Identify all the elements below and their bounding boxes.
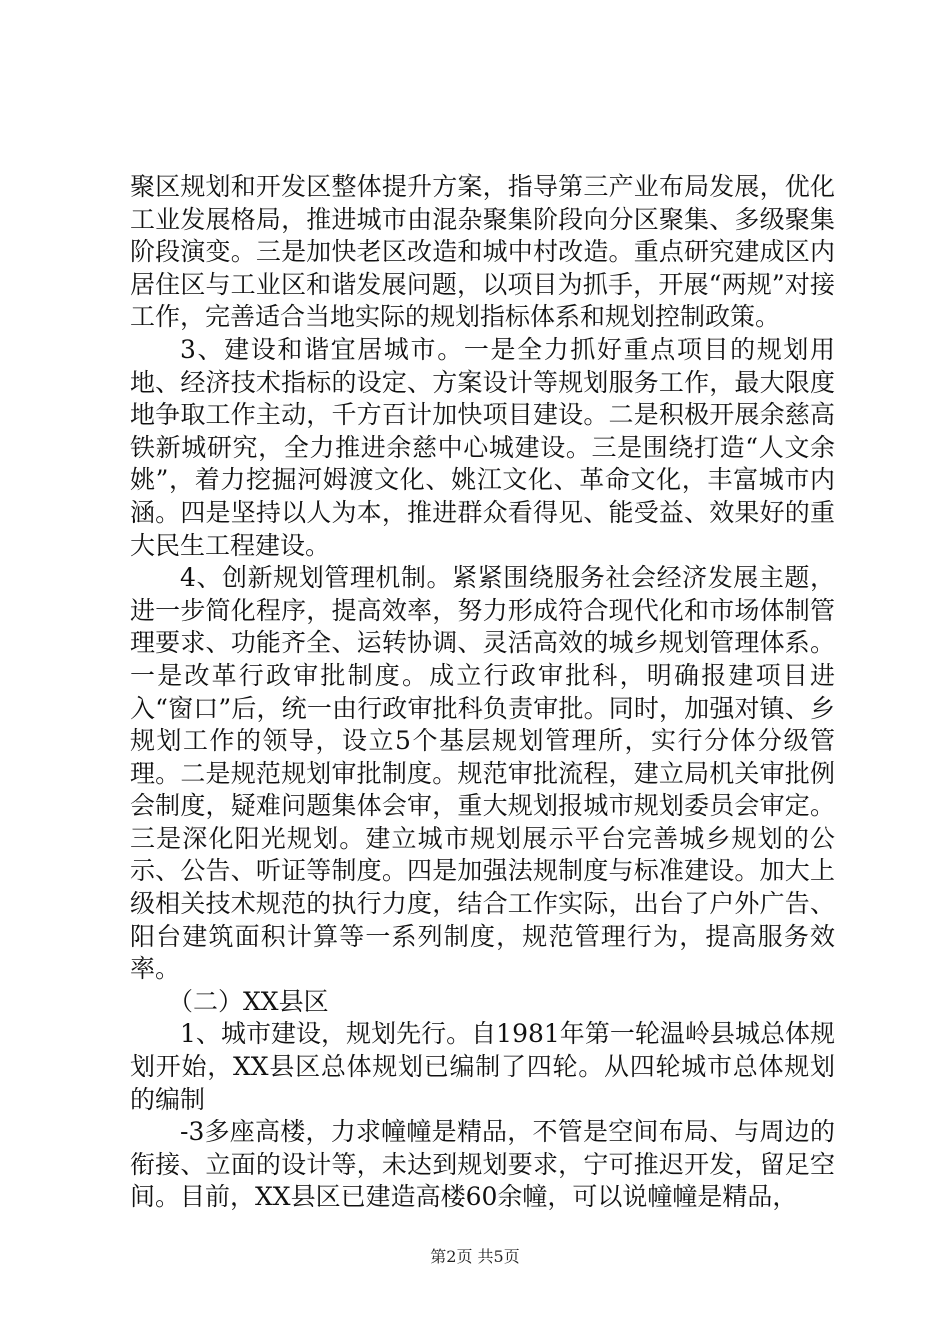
page-footer: 第2页 共5页 xyxy=(430,1247,520,1266)
document-body xyxy=(130,171,835,1214)
section-heading: （二）XX县区 xyxy=(168,986,329,1016)
paragraph-1: 聚区规划和开发区整体提升方案，指导第三产业布局发展，优化工业发展格局，推进城市由混杂聚集阶段向分区聚集、多级聚集阶段演变。三是加快老区改造和城中村改造。重点研究建成区内居住区与工业区和谐发展问题，以项目为抓手，开展“两规”对接工作，完善适合当地实际的规划指标体系和规划控制政策。 xyxy=(130,172,835,332)
paragraph-4: 1、城市建设，规划先行。自1981年第一轮温岭县城总体规划开始，XX县区总体规划已编制了四轮。从四轮城市总体规划的编制 xyxy=(130,1019,835,1114)
paragraph-2: 3、建设和谐宜居城市。一是全力抓好重点项目的规划用地、经济技术指标的设定、方案设计等规划服务工作，最大限度地争取工作主动，千方百计加快项目建设。二是积极开展余慈高铁新城研究，全力推进余慈中心城建设。三是围绕打造“人文余姚”，着力挖掘河姆渡文化、姚江文化、革命文化，丰富城市内涵。四是坚持以人为本，推进群众看得见、能受益、效果好的重大民生工程建设。 xyxy=(130,334,835,560)
paragraph-3: 4、创新规划管理机制。紧紧围绕服务社会经济发展主题，进一步简化程序，提高效率，努力形成符合现代化和市场体制管理要求、功能齐全、运转协调、灵活高效的城乡规划管理体系。一是改革行政审批制度。成立行政审批科，明确报建项目进入“窗口”后，统一由行政审批科负责审批。同时，加强对镇、乡规划工作的领导，设立5个基层规划管理所，实行分体分级管理。二是规范规划审批制度。规范审批流程，建立局机关审批例会制度，疑难问题集体会审，重大规划报城市规划委员会审定。三是深化阳光规划。建立城市规划展示平台完善城乡规划的公示、公告、听证等制度。四是加强法规制度与标准建设。加大上级相关技术规范的执行力度，结合工作实际，出台了户外广告、阳台建筑面积计算等一系列制度，规范管理行为，提高服务效率。 xyxy=(130,563,835,984)
paragraph-5: -3多座高楼，力求幢幢是精品，不管是空间布局、与周边的衔接、立面的设计等，未达到规划要求，宁可推迟开发，留足空间。目前，XX县区已建造高楼60余幢，可以说幢幢是精品， xyxy=(130,1117,835,1212)
